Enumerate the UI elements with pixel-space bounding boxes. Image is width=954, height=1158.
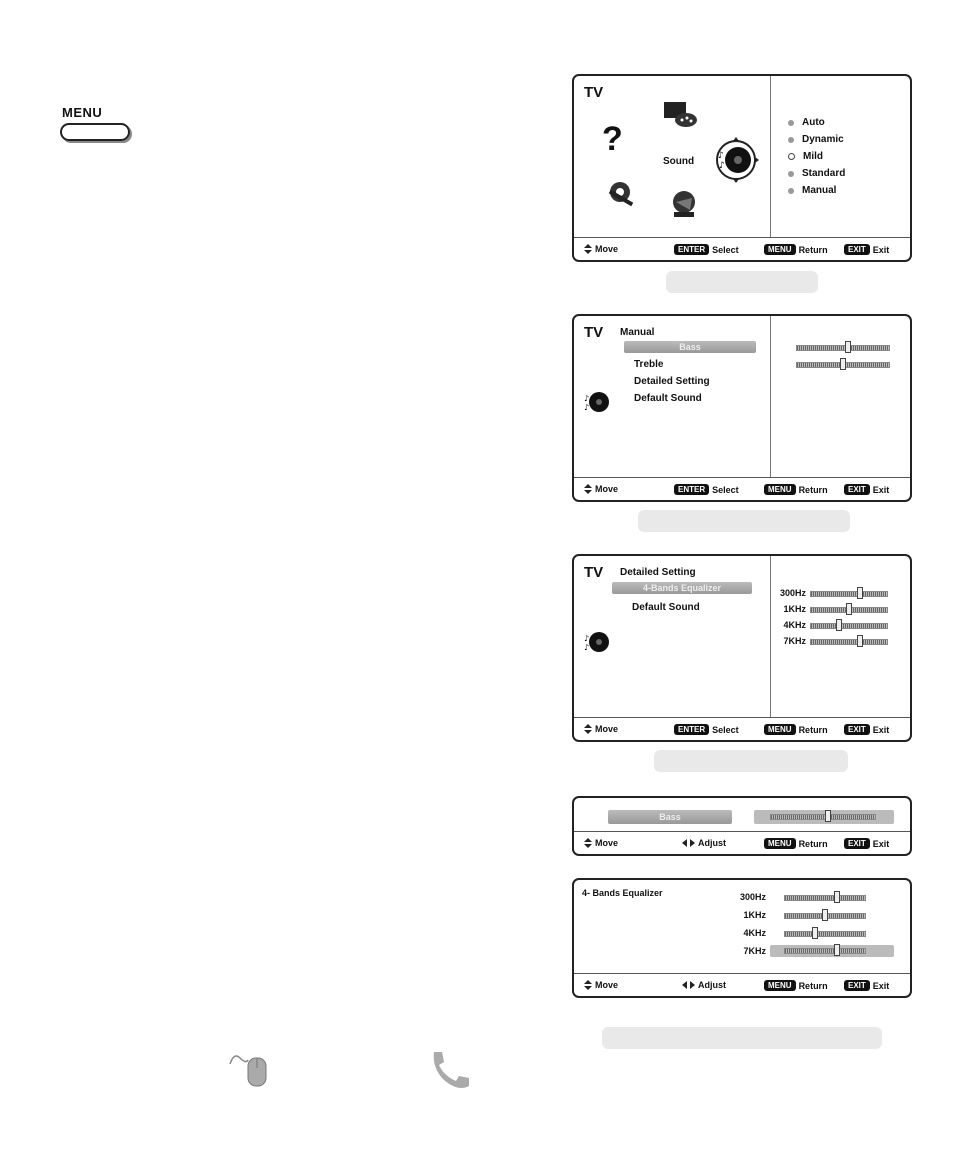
equalizer-panel [572, 878, 912, 998]
svg-text:♪: ♪ [718, 151, 724, 161]
menu-key[interactable] [60, 105, 130, 145]
move-hint [584, 838, 618, 848]
option-label: Standard [802, 168, 846, 179]
exit-key: EXIT [844, 838, 870, 849]
band-7khz-label: 7KHz [783, 636, 806, 646]
exit-label: Exit [872, 838, 890, 849]
move-hint [584, 484, 618, 494]
bass-adjust-slider[interactable] [770, 814, 876, 820]
return-label: Return [798, 244, 828, 255]
band-300hz-label: 300Hz [739, 892, 766, 902]
menu-item-detailed-setting[interactable]: Detailed Setting [634, 376, 710, 387]
slider-thumb[interactable] [845, 341, 851, 353]
band-300hz-slider[interactable] [810, 591, 888, 597]
tv-label: TV [584, 84, 604, 101]
enter-key: ENTER [674, 484, 709, 495]
radio-dot [788, 188, 794, 194]
option-auto[interactable] [788, 114, 845, 131]
slider-thumb[interactable] [812, 927, 818, 939]
slider-thumb[interactable] [857, 635, 863, 647]
radio-dot [788, 137, 794, 143]
menu-title: Detailed Setting [620, 567, 696, 578]
band-7khz-slider[interactable] [810, 639, 888, 645]
exit-hint [844, 484, 889, 495]
up-down-icon [584, 244, 592, 254]
select-hint [674, 724, 739, 735]
return-label: Return [798, 980, 828, 991]
picture-icon[interactable] [662, 100, 698, 135]
panel-footer [574, 831, 910, 854]
exit-key: EXIT [844, 484, 870, 495]
caption-box [666, 271, 818, 293]
bass-adjust-slider-box[interactable] [754, 810, 894, 824]
exit-hint [844, 838, 889, 849]
caption-box [638, 510, 850, 532]
treble-slider[interactable] [796, 362, 890, 368]
exit-hint [844, 980, 889, 991]
band-1khz-label: 1KHz [743, 910, 766, 920]
slider-thumb[interactable] [846, 603, 852, 615]
option-label: Mild [803, 151, 823, 162]
return-hint [764, 484, 828, 495]
adjust-label: Adjust [698, 838, 726, 848]
menu-key-badge: MENU [764, 244, 796, 255]
up-down-icon [584, 484, 592, 494]
band-300hz-label: 300Hz [779, 588, 806, 598]
option-manual[interactable] [788, 182, 845, 199]
return-hint [764, 244, 828, 255]
move-label: Move [595, 484, 619, 494]
caption-box [602, 1027, 882, 1049]
sound-mode-panel [572, 74, 912, 262]
menu-title: Manual [620, 327, 655, 338]
bass-adjust-panel [572, 796, 912, 856]
svg-text:♪: ♪ [584, 643, 590, 652]
band-4khz-slider[interactable] [784, 931, 866, 937]
panel-footer [574, 973, 910, 996]
exit-key: EXIT [844, 244, 870, 255]
sound-speaker-icon[interactable] [712, 136, 760, 189]
manual-panel [572, 314, 912, 502]
return-label: Return [798, 484, 828, 495]
menu-item-treble[interactable]: Treble [634, 359, 664, 370]
panel-divider [770, 316, 771, 478]
slider-thumb[interactable] [840, 358, 846, 370]
radio-dot [788, 171, 794, 177]
slider-thumb[interactable] [825, 810, 831, 822]
move-label: Move [595, 244, 619, 254]
move-label: Move [595, 980, 619, 990]
slider-thumb[interactable] [834, 944, 840, 956]
sound-label: Sound [663, 156, 695, 167]
bass-label-selected: Bass [608, 810, 732, 824]
band-300hz-slider[interactable] [784, 895, 866, 901]
up-down-icon [584, 838, 592, 848]
bass-slider[interactable] [796, 345, 890, 351]
panel-divider [770, 76, 771, 238]
move-label: Move [595, 838, 619, 848]
band-1khz-label: 1KHz [783, 604, 806, 614]
menu-key-badge: MENU [764, 724, 796, 735]
tv-label: TV [584, 564, 604, 581]
band-4khz-label: 4KHz [783, 620, 806, 630]
up-down-icon [584, 724, 592, 734]
exit-label: Exit [872, 980, 890, 991]
caption-box [654, 750, 848, 772]
menu-key-shape [60, 123, 130, 141]
panel-footer [574, 237, 910, 260]
select-hint [674, 484, 739, 495]
slider-thumb[interactable] [822, 909, 828, 921]
band-7khz-highlight[interactable] [770, 945, 894, 957]
help-icon[interactable]: ? [602, 120, 623, 158]
return-hint [764, 724, 828, 735]
option-dynamic[interactable] [788, 131, 845, 148]
menu-item-bass-selected[interactable]: Bass [624, 341, 756, 353]
option-label: Auto [802, 117, 825, 128]
svg-text:♪: ♪ [584, 394, 590, 403]
exit-key: EXIT [844, 980, 870, 991]
menu-item-default-sound[interactable]: Default Sound [632, 602, 700, 613]
speaker-icon [584, 630, 610, 659]
return-hint [764, 838, 828, 849]
band-7khz-slider[interactable] [784, 948, 866, 954]
menu-key-badge: MENU [764, 484, 796, 495]
menu-key-badge: MENU [764, 980, 796, 991]
return-label: Return [798, 838, 828, 849]
select-label: Select [712, 244, 739, 255]
option-label: Manual [802, 185, 837, 196]
sound-mode-list [788, 114, 845, 199]
svg-text:♪: ♪ [584, 634, 590, 643]
left-arrow-icon [682, 839, 687, 847]
exit-hint [844, 724, 889, 735]
option-mild[interactable] [788, 148, 845, 165]
adjust-hint [682, 980, 726, 990]
right-arrow-icon [690, 839, 695, 847]
tv-label: TV [584, 324, 604, 341]
right-arrow-icon [690, 981, 695, 989]
enter-key: ENTER [674, 724, 709, 735]
select-label: Select [712, 724, 739, 735]
move-hint [584, 724, 618, 734]
return-label: Return [798, 724, 828, 735]
phone-icon [428, 1048, 472, 1097]
panel-footer [574, 477, 910, 500]
option-standard[interactable] [788, 165, 845, 182]
exit-hint [844, 244, 889, 255]
return-hint [764, 980, 828, 991]
exit-label: Exit [872, 244, 890, 255]
enter-key: ENTER [674, 244, 709, 255]
setup-icon[interactable] [604, 178, 640, 213]
option-label: Dynamic [802, 134, 844, 145]
menu-key-badge: MENU [764, 838, 796, 849]
select-label: Select [712, 484, 739, 495]
move-label: Move [595, 724, 619, 734]
radio-dot [788, 120, 794, 126]
exit-label: Exit [872, 484, 890, 495]
svg-text:♪: ♪ [719, 161, 725, 171]
slider-thumb[interactable] [857, 587, 863, 599]
slider-thumb[interactable] [836, 619, 842, 631]
select-hint [674, 244, 739, 255]
menu-key-label: MENU [62, 105, 103, 120]
band-4khz-slider[interactable] [810, 623, 888, 629]
up-down-icon [584, 980, 592, 990]
band-4khz-label: 4KHz [743, 928, 766, 938]
slider-thumb[interactable] [834, 891, 840, 903]
band-1khz-slider[interactable] [810, 607, 888, 613]
menu-item-default-sound[interactable]: Default Sound [634, 393, 702, 404]
band-7khz-label: 7KHz [743, 946, 766, 956]
equalizer-title: 4- Bands Equalizer [582, 888, 663, 898]
exit-key: EXIT [844, 724, 870, 735]
speaker-icon [584, 390, 610, 419]
adjust-label: Adjust [698, 980, 726, 990]
exit-label: Exit [872, 724, 890, 735]
move-hint [584, 244, 618, 254]
left-arrow-icon [682, 981, 687, 989]
svg-text:♪: ♪ [584, 403, 590, 412]
adjust-hint [682, 838, 726, 848]
band-1khz-slider[interactable] [784, 913, 866, 919]
move-hint [584, 980, 618, 990]
mouse-icon [228, 1050, 272, 1095]
detailed-setting-panel [572, 554, 912, 742]
menu-item-equalizer-selected[interactable]: 4-Bands Equalizer [612, 582, 752, 594]
panel-footer [574, 717, 910, 740]
channel-icon[interactable] [666, 188, 702, 225]
radio-dot-selected [788, 153, 795, 160]
